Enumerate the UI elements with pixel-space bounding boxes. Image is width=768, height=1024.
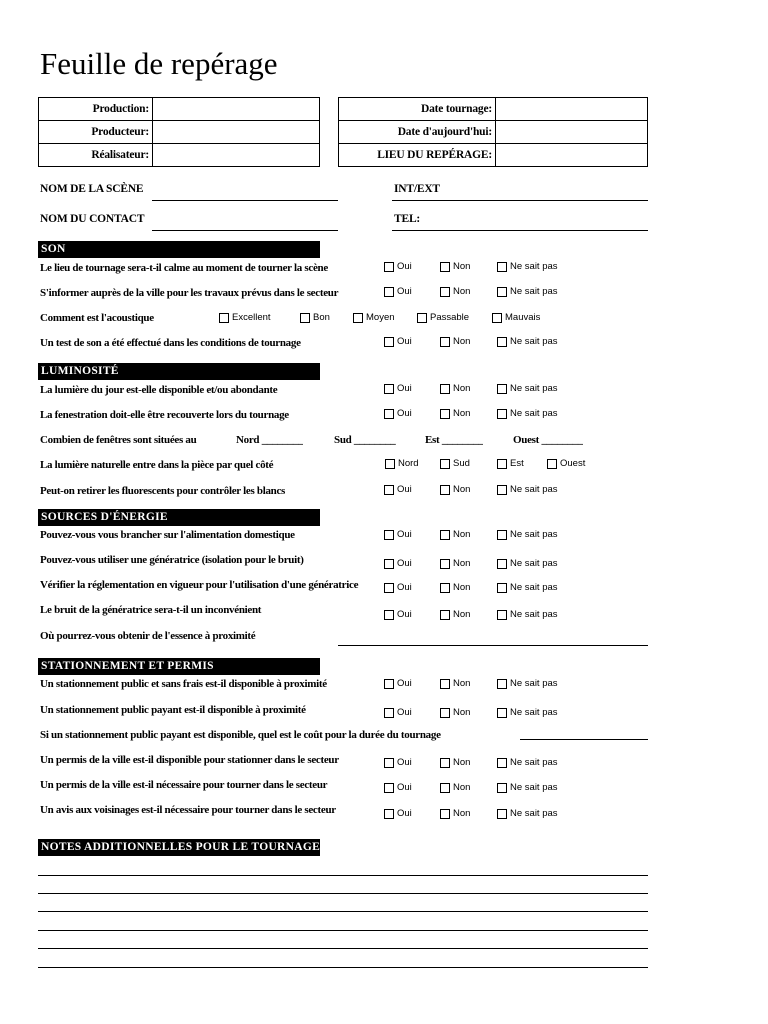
option-label: Ne sait pas xyxy=(510,261,558,272)
page-title: Feuille de repérage xyxy=(40,46,278,81)
checkbox-icon[interactable] xyxy=(497,384,507,394)
energie-q2-nsp[interactable] xyxy=(497,558,558,569)
option-label: Bon xyxy=(313,312,330,323)
checkbox-icon[interactable] xyxy=(384,559,394,569)
energie-q1: Pouvez-vous vous brancher sur l'alimentation domestique xyxy=(40,529,295,541)
energie-q5: Où pourrez-vous obtenir de l'essence à proximité xyxy=(40,630,256,642)
header-row-date-aujourdhui xyxy=(339,121,648,144)
son-q2: S'informer auprès de la ville pour les travaux prévus dans le secteur xyxy=(40,287,339,299)
lum-q4-sud[interactable] xyxy=(440,458,470,469)
section-stationnement-heading: STATIONNEMENT ET PERMIS xyxy=(38,658,320,675)
option-label: Est xyxy=(510,458,524,469)
energie-q1-oui[interactable] xyxy=(384,529,412,540)
lum-q4: La lumière naturelle entre dans la pièce par quel côté xyxy=(40,459,274,471)
essence-input-line[interactable] xyxy=(338,645,648,646)
date-aujourdhui-field[interactable] xyxy=(496,121,648,144)
option-label: Oui xyxy=(397,286,412,297)
notes-line[interactable] xyxy=(38,875,648,876)
option-label: Oui xyxy=(397,383,412,394)
energie-q4-oui[interactable] xyxy=(384,609,412,620)
checkbox-icon[interactable] xyxy=(440,409,450,419)
checkbox-icon[interactable] xyxy=(497,459,507,469)
checkbox-icon[interactable] xyxy=(219,313,229,323)
option-label: Excellent xyxy=(232,312,271,323)
option-label: Non xyxy=(453,808,471,819)
son-q3-mauvais[interactable] xyxy=(492,312,540,323)
checkbox-icon[interactable] xyxy=(440,530,450,540)
checkbox-icon[interactable] xyxy=(440,262,450,272)
option-label: Oui xyxy=(397,808,412,819)
option-label: Oui xyxy=(397,558,412,569)
checkbox-icon[interactable] xyxy=(440,337,450,347)
option-label: Ne sait pas xyxy=(510,408,558,419)
option-label: Ne sait pas xyxy=(510,484,558,495)
option-label: Ne sait pas xyxy=(510,529,558,540)
checkbox-icon[interactable] xyxy=(497,262,507,272)
cout-input-line[interactable] xyxy=(520,739,648,740)
notes-line[interactable] xyxy=(38,948,648,949)
checkbox-icon[interactable] xyxy=(385,459,395,469)
checkbox-icon[interactable] xyxy=(440,783,450,793)
contact-input-line[interactable] xyxy=(152,230,338,231)
option-label: Ouest xyxy=(560,458,586,469)
son-q4: Un test de son a été effectué dans les conditions de tournage xyxy=(40,337,301,349)
checkbox-icon[interactable] xyxy=(492,313,502,323)
son-q3: Comment est l'acoustique xyxy=(40,312,154,324)
stat-q3: Si un stationnement public payant est disponible, quel est le coût pour la durée du tournage xyxy=(40,729,441,741)
checkbox-icon[interactable] xyxy=(440,583,450,593)
son-q2-nsp[interactable] xyxy=(497,286,558,297)
scene-label: NOM DE LA SCÈNE xyxy=(40,183,144,195)
option-label: Sud xyxy=(453,458,470,469)
checkbox-icon[interactable] xyxy=(440,758,450,768)
lum-q3-est[interactable]: Est ________ xyxy=(425,434,484,446)
header-left-table xyxy=(38,97,320,167)
option-label: Non xyxy=(453,757,471,768)
energie-q1-non[interactable] xyxy=(440,529,470,540)
son-q4-oui[interactable] xyxy=(384,336,412,347)
option-label: Non xyxy=(453,582,471,593)
son-q1-oui[interactable] xyxy=(384,261,412,272)
option-label: Oui xyxy=(397,529,412,540)
energie-q1-nsp[interactable] xyxy=(497,529,558,540)
energie-q3-nsp[interactable] xyxy=(497,582,558,593)
header-row-lieu xyxy=(339,144,648,167)
checkbox-icon[interactable] xyxy=(497,783,507,793)
realisateur-field[interactable] xyxy=(153,144,320,167)
option-label: Non xyxy=(453,782,471,793)
option-label: Ne sait pas xyxy=(510,782,558,793)
checkbox-icon[interactable] xyxy=(497,530,507,540)
lum-q4-est[interactable] xyxy=(497,458,524,469)
checkbox-icon[interactable] xyxy=(440,485,450,495)
option-label: Ne sait pas xyxy=(510,678,558,689)
son-q4-nsp[interactable] xyxy=(497,336,558,347)
tel-input-line[interactable] xyxy=(392,230,648,231)
option-label: Oui xyxy=(397,582,412,593)
stat-q1: Un stationnement public et sans frais est-il disponible à proximité xyxy=(40,678,327,690)
checkbox-icon[interactable] xyxy=(384,783,394,793)
option-label: Ne sait pas xyxy=(510,757,558,768)
lum-q1-nsp[interactable] xyxy=(497,383,558,394)
option-label: Oui xyxy=(397,757,412,768)
checkbox-icon[interactable] xyxy=(384,583,394,593)
checkbox-icon[interactable] xyxy=(384,337,394,347)
son-q3-excellent[interactable] xyxy=(219,312,271,323)
option-label: Ne sait pas xyxy=(510,609,558,620)
stat-q5-nsp[interactable] xyxy=(497,782,558,793)
lum-q5: Peut-on retirer les fluorescents pour contrôler les blancs xyxy=(40,485,286,497)
lum-q2: La fenestration doit-elle être recouverte lors du tournage xyxy=(40,409,289,421)
date-tournage-field[interactable] xyxy=(496,98,648,121)
tel-label: TEL: xyxy=(394,213,421,225)
checkbox-icon[interactable] xyxy=(547,459,557,469)
lum-q5-nsp[interactable] xyxy=(497,484,558,495)
option-label: Oui xyxy=(397,609,412,620)
stat-q5: Un permis de la ville est-il nécessaire pour tourner dans le secteur xyxy=(40,779,328,791)
son-q3-passable[interactable] xyxy=(417,312,469,323)
checkbox-icon[interactable] xyxy=(384,262,394,272)
checkbox-icon[interactable] xyxy=(440,287,450,297)
stat-q6: Un avis aux voisinages est-il nécessaire pour tourner dans le secteur xyxy=(40,804,336,816)
stat-q4-nsp[interactable] xyxy=(497,757,558,768)
notes-line[interactable] xyxy=(38,893,648,894)
checkbox-icon[interactable] xyxy=(384,409,394,419)
lum-q3-ouest[interactable]: Ouest ________ xyxy=(513,434,584,446)
option-label: Non xyxy=(453,286,471,297)
stat-q1-oui[interactable] xyxy=(384,678,412,689)
option-label: Non xyxy=(453,408,471,419)
checkbox-icon[interactable] xyxy=(440,610,450,620)
stat-q5-oui[interactable] xyxy=(384,782,412,793)
section-notes-heading: NOTES ADDITIONNELLES POUR LE TOURNAGE xyxy=(38,839,320,856)
header-right-table xyxy=(338,97,648,167)
energie-q3: Vérifier la réglementation en vigueur pour l'utilisation d'une génératrice xyxy=(40,579,359,591)
son-q3-moyen[interactable] xyxy=(353,312,395,323)
option-label: Non xyxy=(453,558,471,569)
stat-q6-oui[interactable] xyxy=(384,808,412,819)
option-label: Ne sait pas xyxy=(510,383,558,394)
lum-q5-oui[interactable] xyxy=(384,484,412,495)
production-label: Production: xyxy=(39,98,153,121)
energie-q3-non[interactable] xyxy=(440,582,470,593)
son-q3-bon[interactable] xyxy=(300,312,330,323)
checkbox-icon[interactable] xyxy=(497,409,507,419)
energie-q3-oui[interactable] xyxy=(384,582,412,593)
intext-label: INT/EXT xyxy=(394,183,440,195)
energie-q4-nsp[interactable] xyxy=(497,609,558,620)
checkbox-icon[interactable] xyxy=(440,809,450,819)
option-label: Passable xyxy=(430,312,470,323)
checkbox-icon[interactable] xyxy=(384,708,394,718)
option-label: Ne sait pas xyxy=(510,707,558,718)
son-q4-non[interactable] xyxy=(440,336,470,347)
stat-q4: Un permis de la ville est-il disponible pour stationner dans le secteur xyxy=(40,754,339,766)
lum-q1-non[interactable] xyxy=(440,383,470,394)
option-label: Ne sait pas xyxy=(510,582,558,593)
checkbox-icon[interactable] xyxy=(384,530,394,540)
checkbox-icon[interactable] xyxy=(440,679,450,689)
scene-input-line[interactable] xyxy=(152,200,338,201)
energie-q4-non[interactable] xyxy=(440,609,470,620)
contact-label: NOM DU CONTACT xyxy=(40,213,145,225)
checkbox-icon[interactable] xyxy=(497,287,507,297)
option-label: Oui xyxy=(397,484,412,495)
lum-q1: La lumière du jour est-elle disponible et/ou abondante xyxy=(40,384,278,396)
son-q1-nsp[interactable] xyxy=(497,261,558,272)
checkbox-icon[interactable] xyxy=(497,809,507,819)
stat-q4-non[interactable] xyxy=(440,757,470,768)
son-q1-non[interactable] xyxy=(440,261,470,272)
son-q1: Le lieu de tournage sera-t-il calme au moment de tourner la scène xyxy=(40,262,328,274)
option-label: Moyen xyxy=(366,312,395,323)
section-luminosite-heading: LUMINOSITÉ xyxy=(38,363,320,380)
producteur-label: Producteur: xyxy=(39,121,153,144)
producteur-field[interactable] xyxy=(153,121,320,144)
intext-input-line[interactable] xyxy=(392,200,648,201)
checkbox-icon[interactable] xyxy=(497,758,507,768)
lum-q3: Combien de fenêtres sont situées au xyxy=(40,434,197,446)
checkbox-icon[interactable] xyxy=(497,679,507,689)
checkbox-icon[interactable] xyxy=(497,337,507,347)
checkbox-icon[interactable] xyxy=(353,313,363,323)
stat-q1-nsp[interactable] xyxy=(497,678,558,689)
stat-q2: Un stationnement public payant est-il disponible à proximité xyxy=(40,704,306,716)
section-son-heading: SON xyxy=(38,241,320,258)
checkbox-icon[interactable] xyxy=(497,485,507,495)
stat-q2-nsp[interactable] xyxy=(497,707,558,718)
checkbox-icon[interactable] xyxy=(497,559,507,569)
son-q2-non[interactable] xyxy=(440,286,470,297)
checkbox-icon[interactable] xyxy=(497,708,507,718)
option-label: Non xyxy=(453,678,471,689)
option-label: Oui xyxy=(397,408,412,419)
checkbox-icon[interactable] xyxy=(440,384,450,394)
stat-q4-oui[interactable] xyxy=(384,757,412,768)
checkbox-icon[interactable] xyxy=(384,384,394,394)
stat-q2-non[interactable] xyxy=(440,707,470,718)
section-energie-heading: SOURCES D'ÉNERGIE xyxy=(38,509,320,526)
option-label: Oui xyxy=(397,707,412,718)
date-tournage-label: Date tournage: xyxy=(339,98,496,121)
option-label: Non xyxy=(453,609,471,620)
lieu-field[interactable] xyxy=(496,144,648,167)
checkbox-icon[interactable] xyxy=(384,679,394,689)
option-label: Non xyxy=(453,383,471,394)
production-field[interactable] xyxy=(153,98,320,121)
option-label: Nord xyxy=(398,458,419,469)
option-label: Oui xyxy=(397,261,412,272)
checkbox-icon[interactable] xyxy=(384,758,394,768)
option-label: Ne sait pas xyxy=(510,808,558,819)
lum-q4-nord[interactable] xyxy=(385,458,419,469)
energie-q4: Le bruit de la génératrice sera-t-il un inconvénient xyxy=(40,604,262,616)
checkbox-icon[interactable] xyxy=(384,610,394,620)
header-row-producteur xyxy=(39,121,320,144)
option-label: Non xyxy=(453,707,471,718)
option-label: Non xyxy=(453,261,471,272)
option-label: Oui xyxy=(397,782,412,793)
realisateur-label: Réalisateur: xyxy=(39,144,153,167)
header-row-realisateur xyxy=(39,144,320,167)
checkbox-icon[interactable] xyxy=(300,313,310,323)
lum-q2-non[interactable] xyxy=(440,408,470,419)
lum-q5-non[interactable] xyxy=(440,484,470,495)
lum-q2-oui[interactable] xyxy=(384,408,412,419)
notes-line[interactable] xyxy=(38,911,648,912)
option-label: Ne sait pas xyxy=(510,558,558,569)
stat-q5-non[interactable] xyxy=(440,782,470,793)
option-label: Non xyxy=(453,484,471,495)
stat-q6-nsp[interactable] xyxy=(497,808,558,819)
checkbox-icon[interactable] xyxy=(440,459,450,469)
checkbox-icon[interactable] xyxy=(497,610,507,620)
lum-q4-ouest[interactable] xyxy=(547,458,585,469)
checkbox-icon[interactable] xyxy=(440,559,450,569)
energie-q2-non[interactable] xyxy=(440,558,470,569)
stat-q2-oui[interactable] xyxy=(384,707,412,718)
checkbox-icon[interactable] xyxy=(497,583,507,593)
lieu-label: LIEU DU REPÉRAGE: xyxy=(339,144,496,167)
header-row-date-tournage xyxy=(339,98,648,121)
date-aujourdhui-label: Date d'aujourd'hui: xyxy=(339,121,496,144)
option-label: Mauvais xyxy=(505,312,541,323)
lum-q2-nsp[interactable] xyxy=(497,408,558,419)
header-row-production xyxy=(39,98,320,121)
option-label: Oui xyxy=(397,678,412,689)
option-label: Ne sait pas xyxy=(510,336,558,347)
energie-q2-oui[interactable] xyxy=(384,558,412,569)
lum-q3-nord[interactable]: Nord ________ xyxy=(236,434,304,446)
option-label: Oui xyxy=(397,336,412,347)
checkbox-icon[interactable] xyxy=(417,313,427,323)
checkbox-icon[interactable] xyxy=(440,708,450,718)
checkbox-icon[interactable] xyxy=(384,809,394,819)
option-label: Non xyxy=(453,529,471,540)
checkbox-icon[interactable] xyxy=(384,485,394,495)
option-label: Non xyxy=(453,336,471,347)
lum-q1-oui[interactable] xyxy=(384,383,412,394)
option-label: Ne sait pas xyxy=(510,286,558,297)
energie-q2: Pouvez-vous utiliser une génératrice (isolation pour le bruit) xyxy=(40,554,304,566)
notes-line[interactable] xyxy=(38,967,648,968)
lum-q3-sud[interactable]: Sud ________ xyxy=(334,434,396,446)
notes-line[interactable] xyxy=(38,930,648,931)
son-q2-oui[interactable] xyxy=(384,286,412,297)
stat-q6-non[interactable] xyxy=(440,808,470,819)
stat-q1-non[interactable] xyxy=(440,678,470,689)
checkbox-icon[interactable] xyxy=(384,287,394,297)
